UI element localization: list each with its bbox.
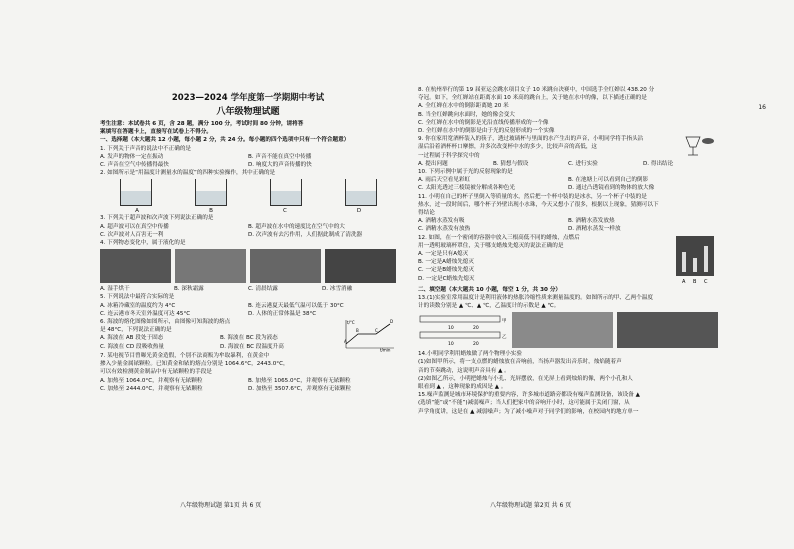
option: A. 提出问题	[418, 160, 448, 167]
candle-c-label: C	[704, 278, 708, 285]
option: C. 一定是B蜡烛先熄灭	[418, 267, 475, 274]
option: A. 冰箱冷藏室的温度约为 4°C	[100, 302, 176, 309]
option: B. 连云港夏天最低气温可以低于 30°C	[248, 302, 344, 309]
graph-y-label: t/°C	[347, 320, 355, 326]
photo-ice	[325, 249, 396, 283]
label-d: D	[356, 208, 362, 215]
graph-x-label: t/min	[380, 347, 391, 353]
option: C. 清晨结露	[248, 286, 278, 293]
option: B. 酒精水蒸发放热	[568, 218, 615, 225]
option: C. 海波在 CD 段吸收热量	[100, 343, 164, 350]
option: B. 声音不能在真空中传播	[248, 153, 312, 160]
question-9-cont: 湿后沿着酒杯杯口摩擦，并多次改变杯中水的多少，比较声音的高低，这	[418, 144, 598, 151]
options-row	[418, 217, 718, 225]
section-header: 二、填空题（本大题共 10 小题，每空 1 分，共 30 分）	[418, 286, 562, 293]
options-row	[418, 176, 718, 184]
question-4: 4. 下列物态变化中，属于液化的是	[100, 240, 186, 247]
point-b: B	[356, 328, 359, 334]
options-row	[100, 343, 340, 351]
option: B. 超声波在水中的速度比在空气中的大	[248, 223, 345, 230]
question-12-block	[418, 234, 718, 286]
question-15: 15.噪声监测是城市环境保护的重要内容，许多城市道路旁都设有噪声监测设备，该设备 ▲	[418, 392, 640, 399]
exam-subject: 八年级物理试题	[216, 107, 280, 117]
footer-right: 八年级物理试题 第2页 共 6 页	[490, 502, 572, 509]
photo-dew	[250, 249, 321, 283]
option: D. 一定是C蜡烛先熄灭	[418, 275, 475, 282]
question-12: 12. 如图，在一个密闭的容器中放入三根高低不同的蜡烛，点燃后	[418, 234, 580, 241]
beaker-figure	[100, 179, 396, 206]
question-13-cont: 计的读数分别是 ▲ ℃、▲ ℃，乙温度计的示数是 ▲ ℃。	[418, 303, 560, 310]
scale-label: 10	[448, 326, 454, 332]
option: C. 太阳光透过三棱镜被分解成各种色光	[418, 185, 515, 192]
option: B. 猜想与假设	[493, 160, 529, 167]
candle-a-label: A	[682, 278, 686, 285]
option: D. 酒精水蒸发一样放	[568, 226, 621, 233]
scale-label: 20	[473, 342, 479, 348]
thermometer-jia-label: 甲	[502, 319, 507, 325]
option: A. 加热至 1064.0°C，并观察有无铱颗粒	[100, 377, 203, 384]
options-row	[100, 231, 396, 239]
notice-line: 案填写在答题卡上，直接写在试卷上不得分。	[100, 129, 212, 136]
beaker-c	[250, 179, 321, 206]
option: B. 一定是A蜡烛先熄灭	[418, 259, 474, 266]
thermometer-yi-label: 乙	[502, 335, 507, 341]
speaker-photo	[512, 312, 613, 348]
photo-hands	[100, 249, 171, 283]
question-7-cont: 掺入少量金属铱颗粒。已知黄金和铱的熔点分别是 1064.6°C，2443.0°C，	[100, 361, 289, 368]
question-8: 8. 在杭州举行的第 19 届亚运会跳水项目女子 10 米跳台决赛中，中国选手全红婵以 438.20 分	[418, 87, 655, 93]
question-14-part2-cont: 眼看到 ▲ ，这种现象的成因是 ▲ 。	[418, 384, 507, 391]
question-9: 9. 你在家用宽酒杯装入的筷子，透过玻璃杯与里面的水产生出的声音，小明同学将手指头沾	[418, 136, 644, 143]
left-page	[100, 88, 396, 393]
question-2: 2. 如图所示是“用温度计测量水的温度”的四种实验操作，其中正确的是	[100, 170, 276, 177]
melting-curve	[346, 324, 390, 344]
option: C. 声音在空气中传播得最快	[100, 162, 169, 169]
option: B. 在池塘上可以看到自己的倒影	[568, 177, 649, 184]
option: D. 次声波有去污作用，人们据此制成了清洗器	[248, 231, 363, 238]
options-row	[100, 385, 396, 393]
beaker-b	[175, 179, 246, 206]
scale-label: 20	[473, 326, 479, 332]
option: C. 连云港市冬天室外温度可达 45°C	[100, 310, 191, 317]
option: D. 全红婵在水中的倒影是由于光的反射形成的一个实像	[418, 128, 555, 135]
options-row	[100, 161, 396, 169]
option: A. 海波在 AB 段处于固态	[100, 335, 164, 342]
thermometer-figure	[418, 312, 508, 348]
option: C. 全红婵在水中的倒影是光沿直线传播形成的一个像	[418, 119, 549, 126]
point-d: D	[390, 319, 394, 325]
question-11-cont: 热水，过一段时间后，哪个杯子外壁出现小水珠，今天又想小了很多，根据以上现象，猜测可以下	[418, 201, 659, 208]
question-13: 13.(1)实验室常用温度计是利用液体的热胀冷缩性质来测量温度的。如图所示的甲、乙两个温度	[418, 294, 653, 301]
option: A. 一定是只有A熄灭	[418, 251, 469, 258]
wine-glass-figure	[678, 135, 718, 159]
options-row	[100, 153, 396, 161]
option: A. 湿手烘干	[100, 286, 130, 293]
question-14-part1: (1)如图甲所示，将一支点燃的蜡烛放在音响前，当扬声器发出音乐时，烛焰随着声	[418, 359, 622, 366]
question-3: 3. 下列关于超声波和次声波下列说法正确的是	[100, 215, 214, 222]
pinhole-photo	[617, 312, 718, 348]
option: B. 当全红婵跳向水面时，她的像会变大	[418, 111, 515, 118]
question-8-cont: 夺冠。如下，全红婵站在距离水面 10 米高的跳台上，关于她在水中的像，以下描述正确的是	[418, 95, 647, 102]
question-15-cont: 声学角度讲，这是在 ▲ 减弱噪声；为了减小噪声对于同学们的影响，在校园内的地方单一	[418, 408, 639, 415]
option: A. 发声的物体一定在振动	[100, 153, 164, 160]
option: D. 海波在 BC 段温度升高	[220, 343, 284, 350]
question-10: 10. 下列示例中属于光的反射现象的是	[418, 169, 513, 176]
question-14: 14.小明同学利用蜡烛做了两个物理小实验	[418, 351, 522, 358]
section-header: 一、选择题（本大题共 12 小题，每小题 2 分，共 24 分。每小题的四个选项中只有一个符合题意）	[100, 137, 350, 144]
figure-row	[418, 312, 718, 348]
label-a: A	[135, 208, 139, 215]
option: A. 雨后天空看见彩虹	[418, 177, 471, 184]
options-row	[418, 184, 718, 192]
exam-title: 2023—2024 学年度第一学期期中考试	[171, 93, 325, 103]
options-row	[100, 285, 396, 293]
option: D. 冰雪消融	[322, 286, 353, 293]
option: A. 酒精水蒸发有吸	[418, 218, 465, 225]
photo-row	[100, 249, 396, 283]
point-a: A	[344, 339, 347, 345]
option: B. 海波在 BC 段为液态	[220, 335, 278, 342]
question-6-block	[100, 318, 396, 352]
beaker-d	[325, 179, 396, 206]
footer-left: 八年级物理试题 第1页 共 6 页	[180, 502, 262, 509]
question-9-cont: 一过程属于科学探究中的	[418, 152, 480, 159]
notice-line: 考生注意：本试卷共 6 页，含 28 题，满分 100 分，考试时间 80 分钟，请将答	[100, 121, 304, 127]
options-row	[418, 160, 718, 168]
options-row	[100, 310, 396, 318]
option: B. 深秋霜露	[174, 286, 204, 293]
option: D. 加热至 3507.6°C，并观察有无铱颗粒	[248, 385, 352, 392]
option: C. 酒精水蒸发有放热	[418, 226, 471, 233]
question-14-part1-cont: 音的节奏跳动，这说明声音具有 ▲ 。	[418, 367, 510, 374]
label-b: B	[209, 208, 213, 215]
candle-b-label: B	[693, 278, 697, 285]
question-7: 7. 某电视节目曾曝光黄金造假，个别不法商贩为牟取暴利，在黄金中	[100, 353, 270, 360]
option: D. 响度大的声音传播的快	[248, 162, 312, 169]
question-5: 5. 下列说法中最符合实际的是	[100, 294, 175, 301]
option: C. 加热至 2444.0°C，并观察有无铱颗粒	[100, 385, 203, 392]
page-number: 16	[758, 104, 766, 111]
option: D. 人体的正常体温是 38°C	[248, 310, 317, 317]
options-row	[100, 302, 396, 310]
question-15-cont: (选填“能”或“不能”)减弱噪声；当人们把家中的音响开小时，这可能属于关闭门窗，从	[418, 400, 630, 407]
question-14-part2: (2)如图乙所示，小明把蜡烛与小孔、光屏摆放，在光屏上看到烛焰的像，两个小孔和人	[418, 375, 633, 382]
question-11: 11. 小明在自己的杯子里倒入等质量的水，然后把一个杯中装的是冰水，另一个杯子中装的是	[418, 193, 647, 200]
option: D. 通过凸透镜看到的物体的放大像	[568, 185, 655, 192]
point-c: C	[375, 328, 378, 334]
option: C. 进行实验	[568, 160, 598, 167]
question-6: 6. 海波的熔化图像如图所示，由图像可知海波的熔点	[100, 319, 231, 326]
option: A. 超声波可以在真空中传播	[100, 223, 169, 230]
question-6-cont: 是 48°C，下列说法正确的是	[100, 327, 172, 334]
question-12-cont: 用一透明玻璃杯罩住，关于哪支蜡烛先熄灭的说法正确的是	[418, 242, 564, 249]
option: C. 次声波对人百害无一利	[100, 231, 164, 238]
option: D. 得出结论	[643, 160, 674, 167]
question-1: 1. 下列关于声音的说法中不正确的是	[100, 145, 192, 152]
photo-frost	[175, 249, 246, 283]
option: B. 加热至 1065.0°C，并观察有无铱颗粒	[248, 377, 351, 384]
label-c: C	[283, 208, 287, 215]
options-row	[418, 225, 718, 233]
options-row	[100, 334, 340, 342]
option: A. 全红婵在水中的倒影距离她 20 米	[418, 103, 509, 110]
question-7-cont: 可以有效检测黄金制品中有无铱颗粒的手段是	[100, 369, 212, 376]
question-11-cont: 得结论	[418, 210, 435, 217]
beaker-a	[100, 179, 171, 206]
question-9-block	[418, 135, 718, 160]
right-page	[418, 86, 718, 416]
candle-figure	[672, 234, 718, 286]
options-row	[100, 377, 396, 385]
options-row	[100, 223, 396, 231]
scale-label: 10	[448, 342, 454, 348]
melting-graph	[340, 318, 396, 352]
